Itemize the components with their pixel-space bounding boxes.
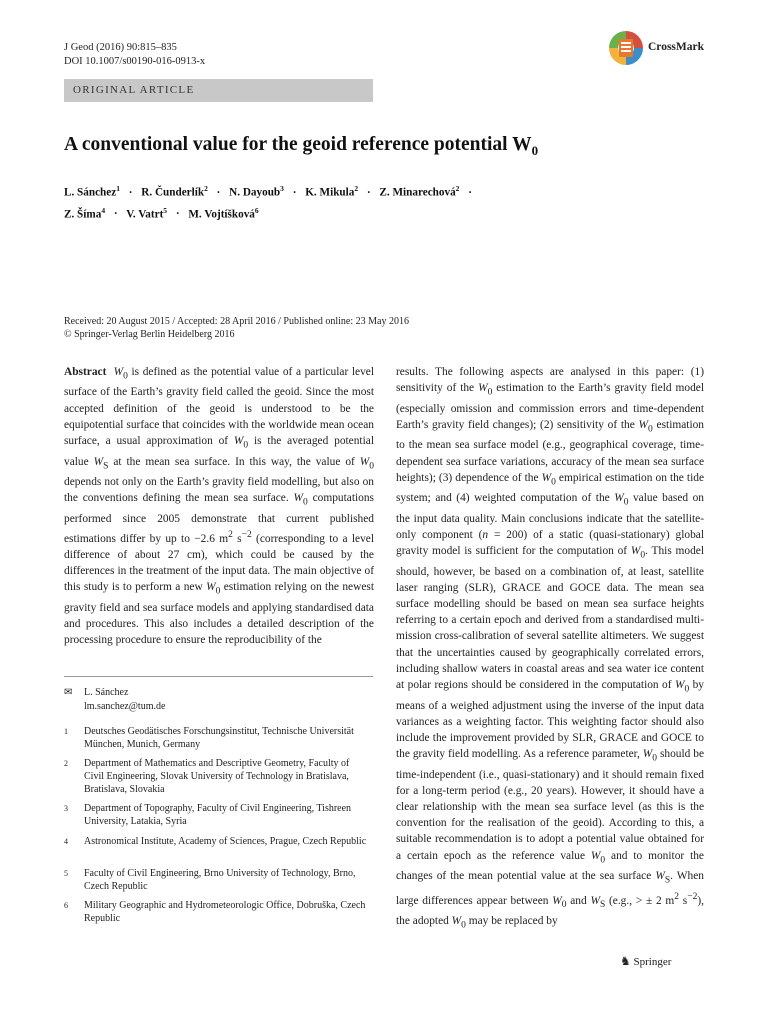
article-history [64, 315, 409, 341]
separator: · [468, 186, 472, 199]
author: L. Sánchez [64, 186, 117, 199]
envelope-icon: ✉ [64, 687, 73, 698]
affiliation [64, 867, 374, 897]
springer-horse-icon: ♞ [620, 954, 631, 968]
separator: · [175, 208, 180, 221]
affiliation-num: 4 [64, 837, 68, 846]
journal-citation: J Geod (2016) 90:815–835 [64, 42, 177, 53]
author-affil: 6 [254, 205, 259, 215]
affiliation [64, 835, 374, 865]
author-affil: 2 [354, 184, 359, 193]
affiliation-text: Deutsches Geodätisches Forschungsinstitut, Technische Universität München, Munich, Germany [84, 726, 354, 750]
author-list [64, 180, 478, 223]
affiliation-num: 5 [64, 869, 68, 878]
author: R. Čunderlík [141, 186, 205, 199]
author-line-1 [64, 180, 478, 202]
abstract-left: Abstract $W_0$ is defined as the potential value of a particular level surface of the Earth’s gravity field called the geoid. Since the most accepted definition of the geoid is understood to be the equipotential surface that coincides with the worldwide mean ocean surface, a usual approximation of $W_0$ is the averaged potential value $W_S$ at the mean sea surface. In this way, the value of $W_0$ depends not only on the Earth’s gravity field modelling, but also on the conventions defining the mean sea surface. $W_0$ computations performed since 2005 demonstrate that current published estimations differ by up to −2.6 $m^2$ $s^{-2}$ (corresponding to a level difference of about 27 cm), which could be caused by the differences in the treatment of the input data. The main objective of this study is to perform a new $W_0$ estimation relying on the newest gravity field and sea surface models and applying standardised data and procedures. This also includes a detailed description of the processing procedure to ensure the reproducibility of the [64, 366, 375, 647]
affiliation [64, 757, 374, 799]
author: Z. Šíma [64, 208, 102, 221]
corr-email[interactable]: lm.sanchez@tum.de [84, 701, 166, 712]
affiliation-text: Military Geographic and Hydrometeorologic Office, Dobruška, Czech Republic [84, 900, 366, 924]
separator: · [366, 186, 371, 199]
author-line-2 [64, 202, 478, 224]
author-affil: 2 [204, 184, 208, 193]
author: K. Mikula [305, 186, 355, 199]
crossmark-label[interactable]: CrossMark [648, 41, 705, 53]
paper-title [64, 134, 538, 159]
copyright: © Springer-Verlag Berlin Heidelberg 2016 [64, 329, 235, 340]
springer-footer [620, 954, 671, 969]
crossmark-icon[interactable] [608, 30, 644, 66]
article-type-banner: ORIGINAL ARTICLE [64, 79, 373, 102]
author: V. Vatrt [126, 208, 164, 221]
affiliation [64, 725, 374, 755]
footnote-rule [64, 676, 373, 677]
publisher-name: Springer [633, 956, 672, 968]
affiliation-num: 6 [64, 901, 68, 910]
affiliation [64, 802, 374, 832]
author-affil: 4 [101, 205, 106, 215]
affiliation-text: Astronomical Institute, Academy of Sciences, Prague, Czech Republic [84, 836, 367, 847]
affiliation [64, 899, 374, 929]
author-affil: 5 [163, 205, 168, 215]
affiliation-text: Faculty of Civil Engineering, Brno University of Technology, Brno, Czech Republic [84, 868, 356, 892]
author-affil: 2 [455, 184, 460, 193]
title-subscript: 0 [531, 142, 539, 158]
title-text: A conventional value for the geoid reference potential W [64, 134, 532, 155]
affiliation-text: Department of Topography, Faculty of Civil Engineering, Tishreen University, Latakia, Syria [84, 803, 352, 827]
author: M. Vojtíšková [188, 208, 255, 221]
separator: · [216, 186, 221, 199]
affiliation-text: Department of Mathematics and Descriptive Geometry, Faculty of Civil Engineering, Slovak University of Technology in Bratislava, Bratislava, Slovakia [84, 758, 350, 795]
abstract-right: results. The following aspects are analysed in this paper: (1) sensitivity of the $W_0$ estimation to the Earth’s gravity field model (especially omission and commission errors and time-dependent Earth’s gravity field changes); (2) sensitivity of the $W_0$ estimation to the mean sea surface model (e.g., geographical coverage, time-dependent sea surface variations, accuracy of the mean sea surface heights); (3) dependence of the $W_0$ empirical estimation on the tide system; and (4) weighted computation of the $W_0$ value based on the input data quality. Main conclusions indicate that the satellite-only component (n = 200) of a static (quasi-stationary) global gravity model is sufficient for the computation of $W_0$. This model should, however, be based on a combination of, at least, satellite laser ranging (SLR), GRACE and GOCE data. The mean sea surface modelling should be based on mean sea surface heights referring to a certain epoch and derived from a standardised multi-mission cross-calibration of several satellite altimeters. We suggest that the uncertainties caused by geographically correlated errors, including shallow waters in coastal areas and sea water ice content at polar regions should be considered in the computation of $W_0$ by means of a weighed adjustment using the inverse of the input data variances as a weighting factor. This weighting factor should also include the improvement provided by SLR, GRACE and GOCE to the gravity field modelling. As a reference parameter, $W_0$ should be time-independent (i.e., quasi-stationary) and it should remain fixed for a long-term period (e.g., 20 years). However, it should have a clear relationship with the mean sea surface level (as this is the convention for the realisation of the geoid). According to this, a suitable recommendation is to adopt a potential value obtained for a certain epoch as the reference value $W_0$ and to monitor the changes of the mean potential value at the sea surface $W_S$. When large differences appear between $W_0$ and $W_S$ (e.g., > ± 2 $m^2$ $s^{-2}$), the adopted $W_0$ may be replaced by [396, 366, 705, 931]
affiliation-num: 1 [64, 727, 68, 736]
separator: · [128, 186, 133, 199]
author: N. Dayoub [229, 186, 281, 199]
dates: Received: 20 August 2015 / Accepted: 28 April 2016 / Published online: 23 May 2016 [64, 316, 409, 327]
affiliation-num: 2 [64, 759, 68, 768]
author-affil: 1 [116, 184, 120, 193]
corr-name: L. Sánchez [84, 687, 129, 698]
doi[interactable]: DOI 10.1007/s00190-016-0913-x [64, 56, 206, 67]
abstract-label: Abstract [64, 366, 107, 378]
author: Z. Minarechová [379, 186, 456, 199]
separator: · [113, 208, 118, 221]
author-affil: 3 [280, 184, 284, 193]
separator: · [292, 186, 297, 199]
affiliation-num: 3 [64, 804, 68, 813]
